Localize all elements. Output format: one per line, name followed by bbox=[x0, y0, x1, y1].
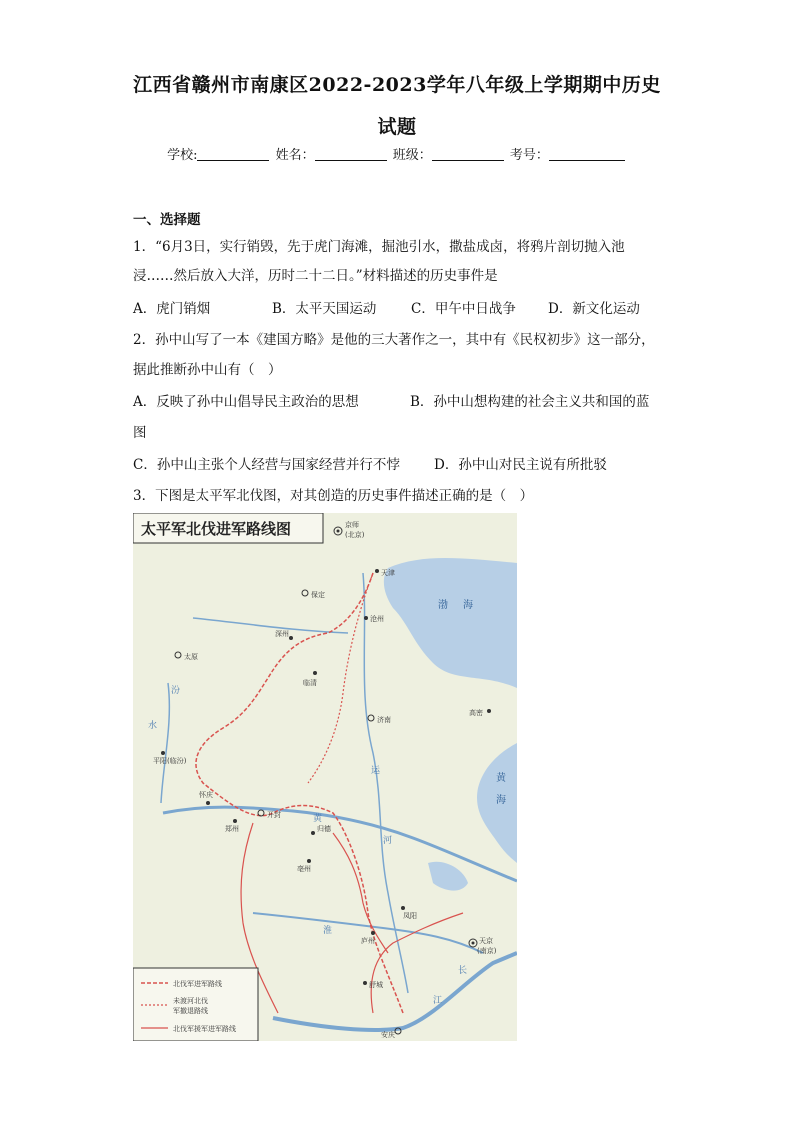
place-fengyang: 凤阳 bbox=[403, 912, 417, 920]
place-nanjing: (南京) bbox=[477, 947, 497, 955]
taiyuan-marker bbox=[175, 652, 181, 658]
guide-marker bbox=[311, 831, 315, 835]
place-baoding: 保定 bbox=[311, 591, 325, 599]
school-blank[interactable] bbox=[197, 146, 269, 161]
place-kaifeng: 开封 bbox=[267, 811, 281, 819]
river-shui: 水 bbox=[148, 721, 158, 731]
q2-option-b[interactable]: B．孙中山想构建的社会主义共和国的蓝 bbox=[410, 394, 650, 410]
legend-item-3: 北伐军援军进军路线 bbox=[173, 1025, 236, 1033]
q2-option-c[interactable]: C．孙中山主张个人经营与国家经营并行不悖 bbox=[133, 457, 400, 473]
place-taiyuan: 太原 bbox=[184, 653, 198, 661]
place-gaomi: 高密 bbox=[469, 709, 483, 717]
q1-stem-line2: 浸……然后放入大洋，历时二十二日。”材料描述的历史事件是 bbox=[133, 268, 498, 284]
place-luzhou: 庐州 bbox=[361, 937, 375, 945]
q1-option-c[interactable]: C．甲午中日战争 bbox=[411, 301, 516, 317]
tianjin-marker bbox=[375, 569, 379, 573]
route-main-north bbox=[196, 573, 403, 1013]
jinan-marker bbox=[368, 715, 374, 721]
river-jiang: 江 bbox=[433, 996, 443, 1006]
bohai-sea bbox=[384, 558, 517, 688]
document-title-line2: 试题 bbox=[377, 116, 417, 138]
yangtze-river-line bbox=[273, 953, 517, 1030]
luzhou-marker bbox=[371, 931, 375, 935]
q2-option-b-cont: 图 bbox=[133, 425, 147, 441]
q1-option-a[interactable]: A．虎门销烟 bbox=[133, 301, 211, 317]
place-bozhou: 亳州 bbox=[297, 865, 311, 873]
document-title-line1: 江西省赣州市南康区2022-2023学年八年级上学期期中历史 bbox=[133, 74, 661, 96]
river-huang: 黄 bbox=[313, 814, 323, 824]
place-guide: 归德 bbox=[317, 825, 331, 833]
student-info-line bbox=[0, 144, 794, 163]
q2-stem-line2: 据此推断孙中山有（ ） bbox=[133, 362, 282, 378]
route-retreat bbox=[308, 573, 373, 783]
place-jinan: 济南 bbox=[377, 716, 391, 724]
q2-option-a[interactable]: A．反映了孙中山倡导民主政治的思想 bbox=[133, 394, 359, 410]
legend-item-1: 北伐军进军路线 bbox=[173, 980, 222, 988]
name-label: 姓名： bbox=[275, 148, 315, 163]
place-cangzhou: 沧州 bbox=[370, 615, 384, 623]
q1-option-b[interactable]: B．太平天国运动 bbox=[272, 301, 377, 317]
place-shucheng: 舒城 bbox=[369, 981, 383, 989]
place-pingyang: 平阳(临汾) bbox=[153, 757, 187, 765]
bozhou-marker bbox=[307, 859, 311, 863]
fen-river-line bbox=[161, 683, 169, 803]
linqing-marker bbox=[313, 671, 317, 675]
place-anqing: 安庆 bbox=[381, 1031, 395, 1039]
q1-stem-line1: 1．“6月3日，实行销毁，先于虎门海滩，掘池引水，撒盐成卤，将鸦片剖切抛入池 bbox=[133, 239, 625, 255]
cangzhou-marker bbox=[364, 616, 368, 620]
river-chang: 长 bbox=[458, 966, 468, 976]
place-tianjin: 天津 bbox=[381, 569, 395, 577]
zhengzhou-marker bbox=[233, 819, 237, 823]
name-blank[interactable] bbox=[315, 146, 387, 161]
q2-stem-line1: 2．孙中山写了一本《建国方略》是他的三大著作之一，其中有《民权初步》这一部分， bbox=[133, 332, 655, 348]
shucheng-marker bbox=[363, 981, 367, 985]
sea-hai-1: 海 bbox=[463, 600, 473, 611]
place-tianjing: 天京 bbox=[479, 937, 493, 945]
kaifeng-marker bbox=[258, 810, 264, 816]
place-huaiqing: 怀庆 bbox=[199, 791, 213, 799]
legend-item-2b: 军撤退路线 bbox=[173, 1007, 208, 1015]
q3-stem-line1: 3．下图是太平军北伐图，对其创造的历史事件描述正确的是（ ） bbox=[133, 488, 534, 504]
river-huai: 淮 bbox=[323, 926, 333, 936]
place-zhengzhou: 郑州 bbox=[225, 825, 239, 833]
school-label: 学校: bbox=[167, 148, 198, 163]
sea-bo: 渤 bbox=[438, 600, 448, 611]
legend-item-2a: 未渡河北伐 bbox=[173, 997, 208, 1005]
section-heading: 一、选择题 bbox=[133, 212, 201, 228]
pingyang-marker bbox=[161, 751, 165, 755]
river-fen: 汾 bbox=[171, 686, 181, 696]
number-label: 考号： bbox=[509, 148, 549, 163]
baoding-marker bbox=[302, 590, 308, 596]
place-beijing: (北京) bbox=[345, 531, 365, 539]
huaiqing-marker bbox=[206, 801, 210, 805]
northern-expedition-map bbox=[133, 513, 517, 1041]
route-reinforce-2 bbox=[333, 833, 388, 953]
river-he: 河 bbox=[383, 836, 393, 846]
ziya-river-line bbox=[193, 618, 348, 633]
class-label: 班级： bbox=[392, 148, 432, 163]
shenzhou-marker bbox=[289, 636, 293, 640]
place-shenzhou: 深州 bbox=[275, 630, 289, 638]
gaomi-marker bbox=[487, 709, 491, 713]
fengyang-marker bbox=[401, 906, 405, 910]
class-blank[interactable] bbox=[432, 146, 504, 161]
number-blank[interactable] bbox=[549, 146, 625, 161]
place-linqing: 临清 bbox=[303, 679, 317, 687]
lake bbox=[428, 862, 468, 891]
map-title: 太平军北伐进军路线图 bbox=[141, 520, 292, 538]
q1-option-d[interactable]: D．新文化运动 bbox=[548, 301, 640, 317]
river-yun: 运 bbox=[371, 766, 381, 776]
q2-option-d[interactable]: D．孙中山对民主说有所批驳 bbox=[434, 457, 607, 473]
sea-hai-2: 海 bbox=[496, 795, 506, 806]
sea-huang: 黄 bbox=[496, 773, 506, 784]
place-jingshi: 京师 bbox=[345, 521, 359, 529]
